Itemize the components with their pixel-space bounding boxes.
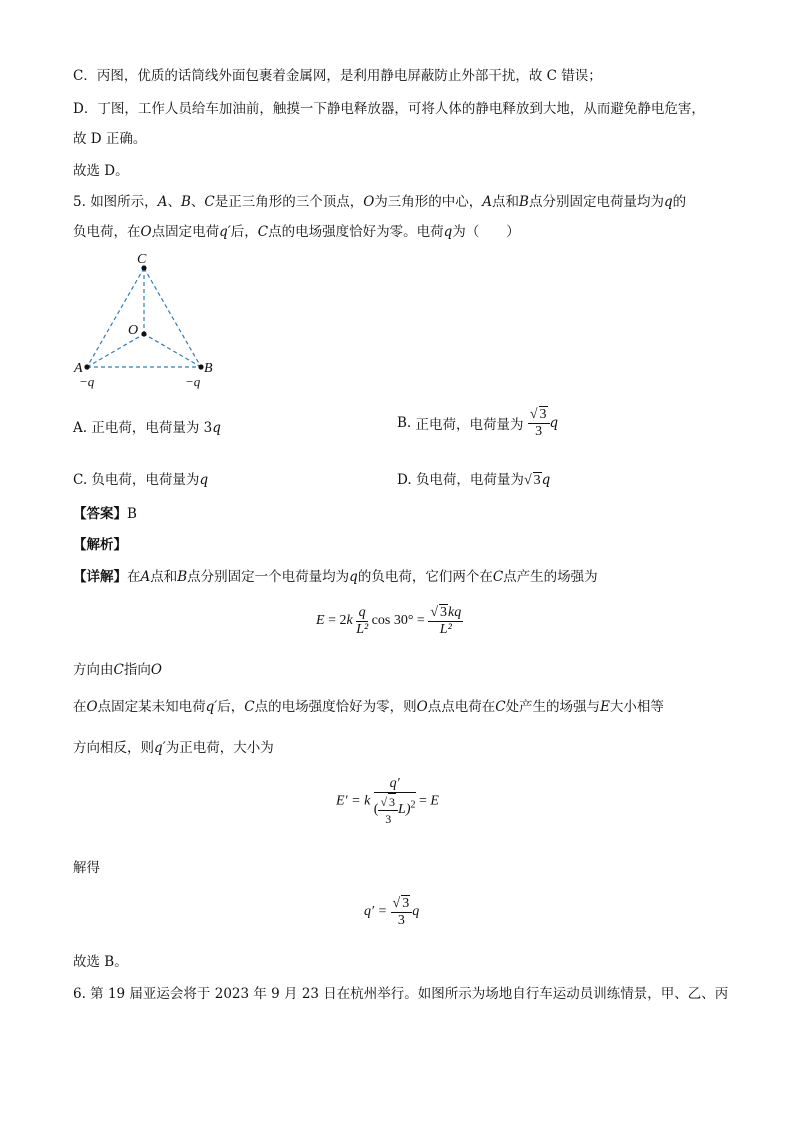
q5-stem-line1: 5. 如图所示，A、B、C是正三角形的三个顶点，O为三角形的中心，A点和B点分别固定电荷量均为q的: [73, 194, 687, 210]
segment-bo: [144, 334, 201, 367]
q6-stem-line1: 6. 第 19 届亚运会将于 2023 年 9 月 23 日在杭州举行。如图所示为场地自行车运动员训练情景，甲、乙、丙: [73, 986, 729, 1002]
q5-stem-line2: 负电荷，在O点固定电荷q′后，C点的电场强度恰好为零。电荷q为（ ）: [73, 224, 520, 240]
option-b[interactable]: B. 正电荷，电荷量为 $\frac{√ 3}{3}$ q: [397, 407, 559, 439]
charge-a: −q: [79, 374, 95, 389]
opposite-direction-line: 方向相反，则q′为正电荷，大小为: [73, 740, 274, 756]
label-o: O: [128, 323, 139, 338]
triangle-figure: [70, 248, 230, 393]
formula-q-prime: q′ = $\frac{√ 3}{3}$ q: [364, 896, 420, 928]
option-d[interactable]: D. 负电荷，电荷量为√ 3q: [397, 472, 551, 488]
answer-line: [73, 504, 137, 524]
option-c-explanation: C．丙图，优质的话筒线外面包裹着金属网，是利用静电屏蔽防止外部干扰，故 C 错误；: [73, 68, 602, 84]
answer-value: B: [127, 506, 137, 522]
direction-line: 方向由C指向O: [73, 662, 162, 678]
answer-tag: 【答案】: [73, 506, 127, 522]
label-a: A: [74, 361, 83, 376]
edge-ca: [87, 268, 144, 367]
option-d-explanation-line2: 故 D 正确。: [73, 131, 147, 147]
unknown-charge-line: 在O点固定某未知电荷q′后，C点的电场强度恰好为零，则O点点电荷在C处产生的场强与E大小相等: [73, 699, 664, 715]
formula-field-e-prime: E′ = k q′ ( $\frac{√ 3}{3}$ L)$^2$ = E: [336, 776, 439, 826]
point-o: [141, 331, 146, 336]
prev-answer-select: 故选 D。: [73, 163, 129, 179]
point-b: [198, 364, 203, 369]
edge-cb: [144, 268, 201, 367]
option-a[interactable]: A. 正电荷，电荷量为 3q: [73, 420, 221, 436]
solve-label: 解得: [73, 860, 100, 876]
charge-b: −q: [185, 374, 201, 389]
option-c[interactable]: C. 负电荷，电荷量为q: [73, 472, 209, 488]
point-a: [84, 364, 89, 369]
segment-ao: [87, 334, 144, 367]
option-b-fraction: $\frac{√ 3}{3}$: [528, 406, 550, 440]
option-d-explanation-line1: D．丁图，工作人员给车加油前，触摸一下静电释放器，可将人体的静电释放到大地，从而避免静电危害，: [73, 101, 705, 117]
q5-number: 5.: [73, 194, 86, 210]
formula-field-e: E = 2k $\frac{q}{\text{L²}}$ cos 30° = $\frac{√ 3kq}{\text{L²}}$: [316, 604, 462, 637]
q5-answer-select: 故选 B。: [73, 954, 128, 970]
analysis-tag: 【解析】: [73, 537, 127, 553]
label-b: B: [204, 361, 213, 376]
label-c: C: [137, 252, 147, 267]
detail-line: 【详解】在A点和B点分别固定一个电荷量均为q的负电荷，它们两个在C点产生的场强为: [73, 569, 598, 585]
